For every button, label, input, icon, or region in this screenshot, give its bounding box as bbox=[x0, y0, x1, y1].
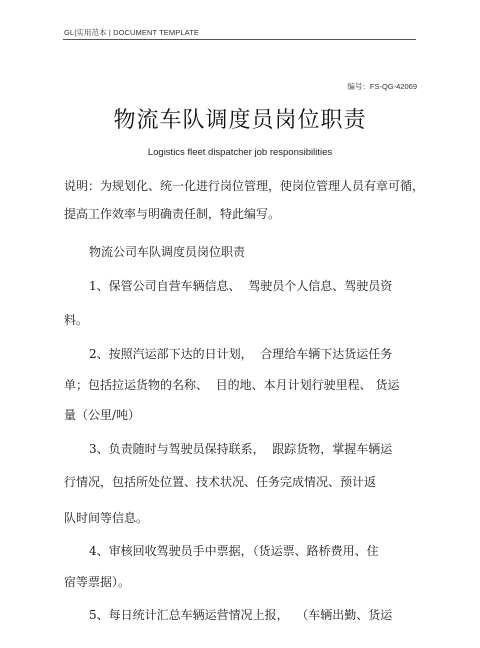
item-2-line-1: 2、按照汽运部下达的日计划， 合理给车辆下达货运任务 bbox=[89, 347, 393, 361]
item-2-line-3: 量（公里/吨） bbox=[64, 408, 141, 422]
page-title: 物流车队调度员岗位职责 bbox=[113, 108, 367, 133]
item-4-line-2: 宿等票据）。 bbox=[64, 575, 131, 589]
item-2-line-2: 单；包括拉运货物的名称、 目的地、本月计划行驶里程、 货运 bbox=[64, 378, 400, 392]
item-3-line-1: 3、负责随时与驾驶员保持联系， 跟踪货物，掌握车辆运 bbox=[89, 442, 393, 456]
section-heading: 物流公司车队调度员岗位职责 bbox=[89, 245, 246, 259]
page-subtitle: Logistics fleet dispatcher job responsibilities bbox=[147, 147, 333, 158]
header-label: GL|实用范本 | DOCUMENT TEMPLATE bbox=[64, 28, 199, 37]
header-rule bbox=[63, 39, 416, 40]
document-number: 编号：FS-QG-42069 bbox=[347, 82, 417, 91]
item-4-line-1: 4、审核回收驾驶员手中票据，（货运票、路桥费用、住 bbox=[89, 544, 379, 558]
body-line-intro-2: 提高工作效率与明确责任制，特此编写。 bbox=[64, 207, 281, 221]
item-5-line-1: 5、每日统计汇总车辆运营情况上报， （车辆出勤、货运 bbox=[89, 608, 393, 622]
item-1-line-1: 1、保管公司自营车辆信息、 驾驶员个人信息、驾驶员资 bbox=[89, 279, 393, 293]
item-1-line-2: 料。 bbox=[64, 313, 89, 327]
item-3-line-3: 队时间等信息。 bbox=[64, 511, 149, 525]
item-3-line-2: 行情况，包括所处位置、技术状况、任务完成情况、预计返 bbox=[64, 475, 377, 489]
body-line-intro-1: 说明：为规划化、统一化进行岗位管理，使岗位管理人员有章可循， bbox=[64, 179, 425, 193]
